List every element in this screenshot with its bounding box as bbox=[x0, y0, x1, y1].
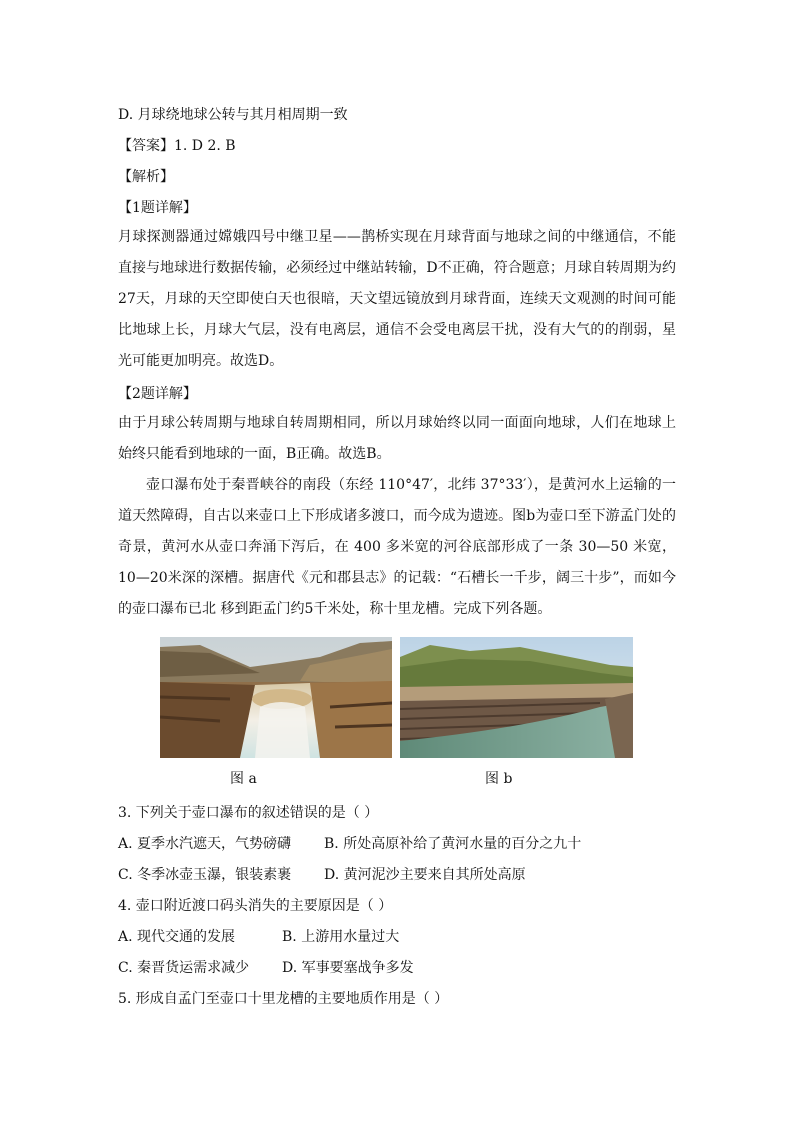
detail1-heading: 【1题详解】 bbox=[118, 200, 197, 216]
analysis-heading: 【解析】 bbox=[118, 169, 174, 185]
q4-option-c: C. 秦晋货运需求减少 bbox=[118, 960, 250, 976]
figure-a-photo bbox=[160, 637, 392, 758]
answer-line: 【答案】1. D 2. B bbox=[118, 138, 236, 154]
passage-text: 壶口瀑布处于秦晋峡谷的南段（东经 110°47′，北纬 37°33′），是黄河水上运输的一道天然障碍，自古以来壶口上下形成诸多渡口，而今成为遗迹。图b为壶口至下游孟门处的奇景，黄河水从壶口奔涌下泻后，在 400 多米宽的河谷底部形成了一条 30—50 米宽，10—20米深的深槽。据唐代《元和郡县志》的记载：“石槽长一千步，阔三十步”，而如今的壶口瀑布已北 移到距孟门约5千米处，称十里龙槽。完成下列各题。 bbox=[118, 477, 676, 617]
figure-b-caption: 图 b bbox=[485, 771, 513, 787]
q3-stem: 3. 下列关于壶口瀑布的叙述错误的是（ ） bbox=[118, 805, 379, 821]
q4-option-a: A. 现代交通的发展 bbox=[118, 929, 236, 945]
detail1-text: 月球探测器通过嫦娥四号中继卫星——鹊桥实现在月球背面与地球之间的中继通信，不能直接与地球进行数据传输，必须经过中继站转输，D不正确，符合题意；月球自转周期为约27天，月球的天空即使白天也很暗，天文望远镜放到月球背面，连续天文观测的时间可能比地球上长，月球大气层，没有电离层，通信不会受电离层干扰，没有大气的的削弱，星光可能更加明亮。故选D。 bbox=[118, 229, 676, 369]
q3-option-c: C. 冬季冰壶玉瀑，银装素裹 bbox=[118, 867, 292, 883]
q5-stem: 5. 形成自孟门至壶口十里龙槽的主要地质作用是（ ） bbox=[118, 991, 449, 1007]
q3-option-b: B. 所处高原补给了黄河水量的百分之九十 bbox=[324, 836, 582, 852]
q3-option-d: D. 黄河泥沙主要来自其所处高原 bbox=[324, 867, 526, 883]
q4-stem: 4. 壶口附近渡口码头消失的主要原因是（ ） bbox=[118, 898, 393, 914]
q2-option-d: D. 月球绕地球公转与其月相周期一致 bbox=[118, 107, 348, 123]
q4-option-b: B. 上游用水量过大 bbox=[282, 929, 400, 945]
detail2-text: 由于月球公转周期与地球自转周期相同，所以月球始终以同一面面向地球，人们在地球上始终只能看到地球的一面，B正确。故选B。 bbox=[118, 415, 676, 462]
q4-option-d: D. 军事要塞战争多发 bbox=[282, 960, 414, 976]
q3-option-a: A. 夏季水汽遮天，气势磅礴 bbox=[118, 836, 292, 852]
figure-a-caption: 图 a bbox=[230, 771, 257, 787]
detail2-heading: 【2题详解】 bbox=[118, 386, 197, 402]
figure-b-photo bbox=[400, 637, 633, 758]
